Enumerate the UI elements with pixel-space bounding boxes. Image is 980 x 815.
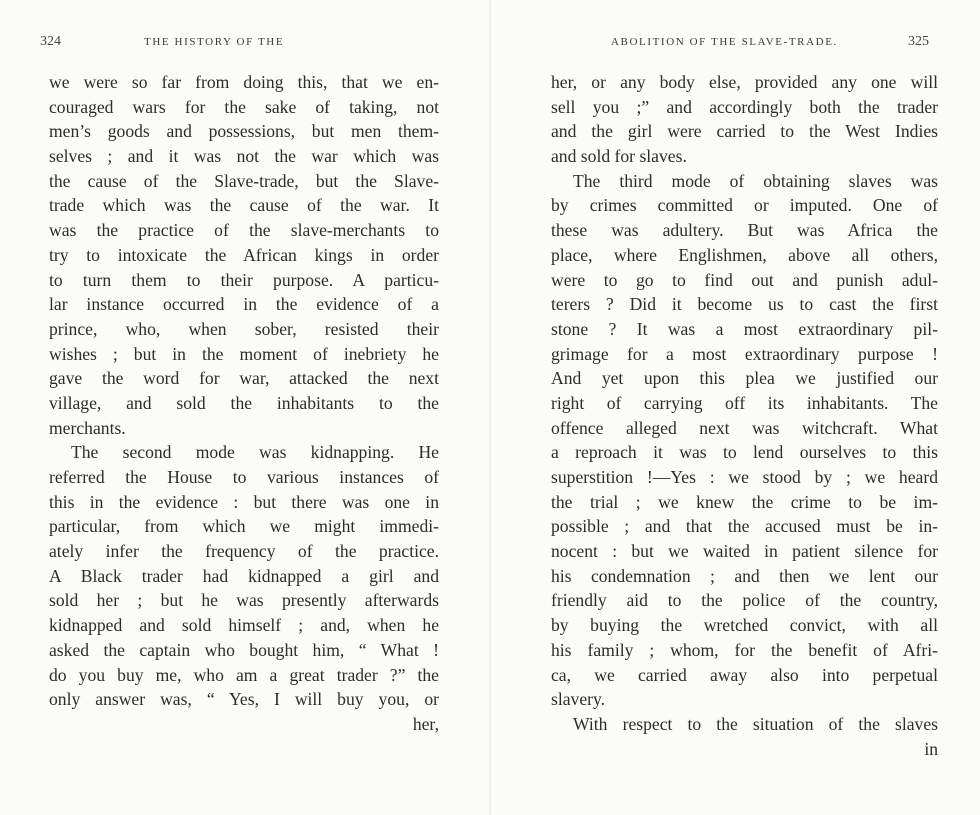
text-line: couraged wars for the sake of taking, not bbox=[49, 96, 439, 117]
text-line: sold her ; but he was presently afterwards bbox=[49, 590, 439, 611]
text-line: wishes ; but in the moment of inebriety he bbox=[49, 343, 439, 364]
text-line: were to go to find out and punish adul- bbox=[551, 269, 938, 290]
text-line: stone ? It was a most extraordinary pil- bbox=[551, 318, 938, 339]
text-line: men’s goods and possessions, but men them- bbox=[49, 121, 439, 142]
text-line: offence alleged next was witchcraft. What bbox=[551, 417, 938, 438]
text-line: gave the word for war, attacked the next bbox=[49, 368, 439, 389]
text-line: only answer was, “ Yes, I will buy you, or bbox=[49, 689, 439, 710]
paragraph-start-line: The second mode was kidnapping. He bbox=[71, 442, 439, 463]
text-line: grimage for a most extraordinary purpose ! bbox=[551, 343, 938, 364]
text-line: referred the House to various instances of bbox=[49, 467, 439, 487]
text-line: selves ; and it was not the war which was bbox=[49, 146, 439, 167]
text-line: his family ; whom, for the benefit of Afri- bbox=[551, 639, 938, 660]
text-line: do you buy me, who am a great trader ?” the bbox=[49, 664, 439, 685]
left-running-head: THE HISTORY OF THE bbox=[144, 36, 285, 48]
text-line: And yet upon this plea we justified our bbox=[551, 368, 938, 389]
right-running-head: ABOLITION OF THE SLAVE-TRADE. bbox=[611, 36, 838, 48]
text-line: A Black trader had kidnapped a girl and bbox=[49, 565, 439, 586]
text-line: possible ; and that the accused must be in- bbox=[551, 516, 938, 537]
text-line: this in the evidence : but there was one in bbox=[49, 491, 439, 512]
text-line: friendly aid to the police of the country, bbox=[551, 590, 938, 611]
text-line: lar instance occurred in the evidence of a bbox=[49, 294, 439, 315]
text-line: her, or any body else, provided any one will bbox=[551, 72, 938, 92]
text-line: these was adultery. But was Africa the bbox=[551, 220, 938, 241]
text-line: the trial ; we knew the crime to be im- bbox=[551, 491, 938, 512]
text-line: and sold for slaves. bbox=[551, 146, 687, 167]
text-line: a reproach it was to lend ourselves to this bbox=[551, 442, 938, 463]
right-page-number: 325 bbox=[908, 34, 929, 49]
text-line: right of carrying off its inhabitants. The bbox=[551, 392, 938, 413]
text-line: was the practice of the slave-merchants to bbox=[49, 220, 439, 241]
left-page-text bbox=[49, 70, 439, 737]
text-line: slavery. bbox=[551, 689, 606, 710]
text-line: ca, we carried away also into perpetual bbox=[551, 664, 938, 685]
text-line: kidnapped and sold himself ; and, when he bbox=[49, 615, 439, 636]
text-line: try to intoxicate the African kings in order bbox=[49, 244, 439, 265]
text-line: we were so far from doing this, that we en- bbox=[49, 72, 439, 92]
text-line: ately infer the frequency of the practice. bbox=[49, 541, 439, 562]
right-page bbox=[490, 0, 980, 815]
catchword: her, bbox=[412, 713, 439, 734]
catchword: in bbox=[924, 738, 938, 759]
text-line: place, where Englishmen, above all others, bbox=[551, 244, 938, 265]
text-line: to turn them to their purpose. A particu- bbox=[49, 269, 439, 290]
text-line: trade which was the cause of the war. It bbox=[49, 195, 439, 216]
text-line: and the girl were carried to the West Indies bbox=[551, 121, 938, 142]
paragraph-start-line: The third mode of obtaining slaves was bbox=[573, 170, 938, 191]
text-line: sell you ;” and accordingly both the trader bbox=[551, 96, 938, 117]
left-page-number: 324 bbox=[40, 34, 61, 49]
right-page-text bbox=[551, 70, 938, 761]
text-line: prince, who, when sober, resisted their bbox=[49, 318, 439, 339]
text-line: village, and sold the inhabitants to the bbox=[49, 392, 439, 413]
text-line: nocent : but we waited in patient silence for bbox=[551, 541, 938, 562]
text-line: by crimes committed or imputed. One of bbox=[551, 195, 938, 216]
text-line: superstition !—Yes : we stood by ; we heard bbox=[551, 467, 938, 487]
text-line: particular, from which we might immedi- bbox=[49, 516, 439, 537]
text-line: by buying the wretched convict, with all bbox=[551, 615, 938, 636]
text-line: merchants. bbox=[49, 417, 126, 438]
text-line: terers ? Did it become us to cast the first bbox=[551, 294, 938, 315]
text-line: asked the captain who bought him, “ What ! bbox=[49, 639, 439, 660]
text-line: the cause of the Slave-trade, but the Slave- bbox=[49, 170, 439, 191]
text-line: his condemnation ; and then we lent our bbox=[551, 565, 938, 586]
paragraph-start-line: With respect to the situation of the slaves bbox=[573, 713, 938, 734]
